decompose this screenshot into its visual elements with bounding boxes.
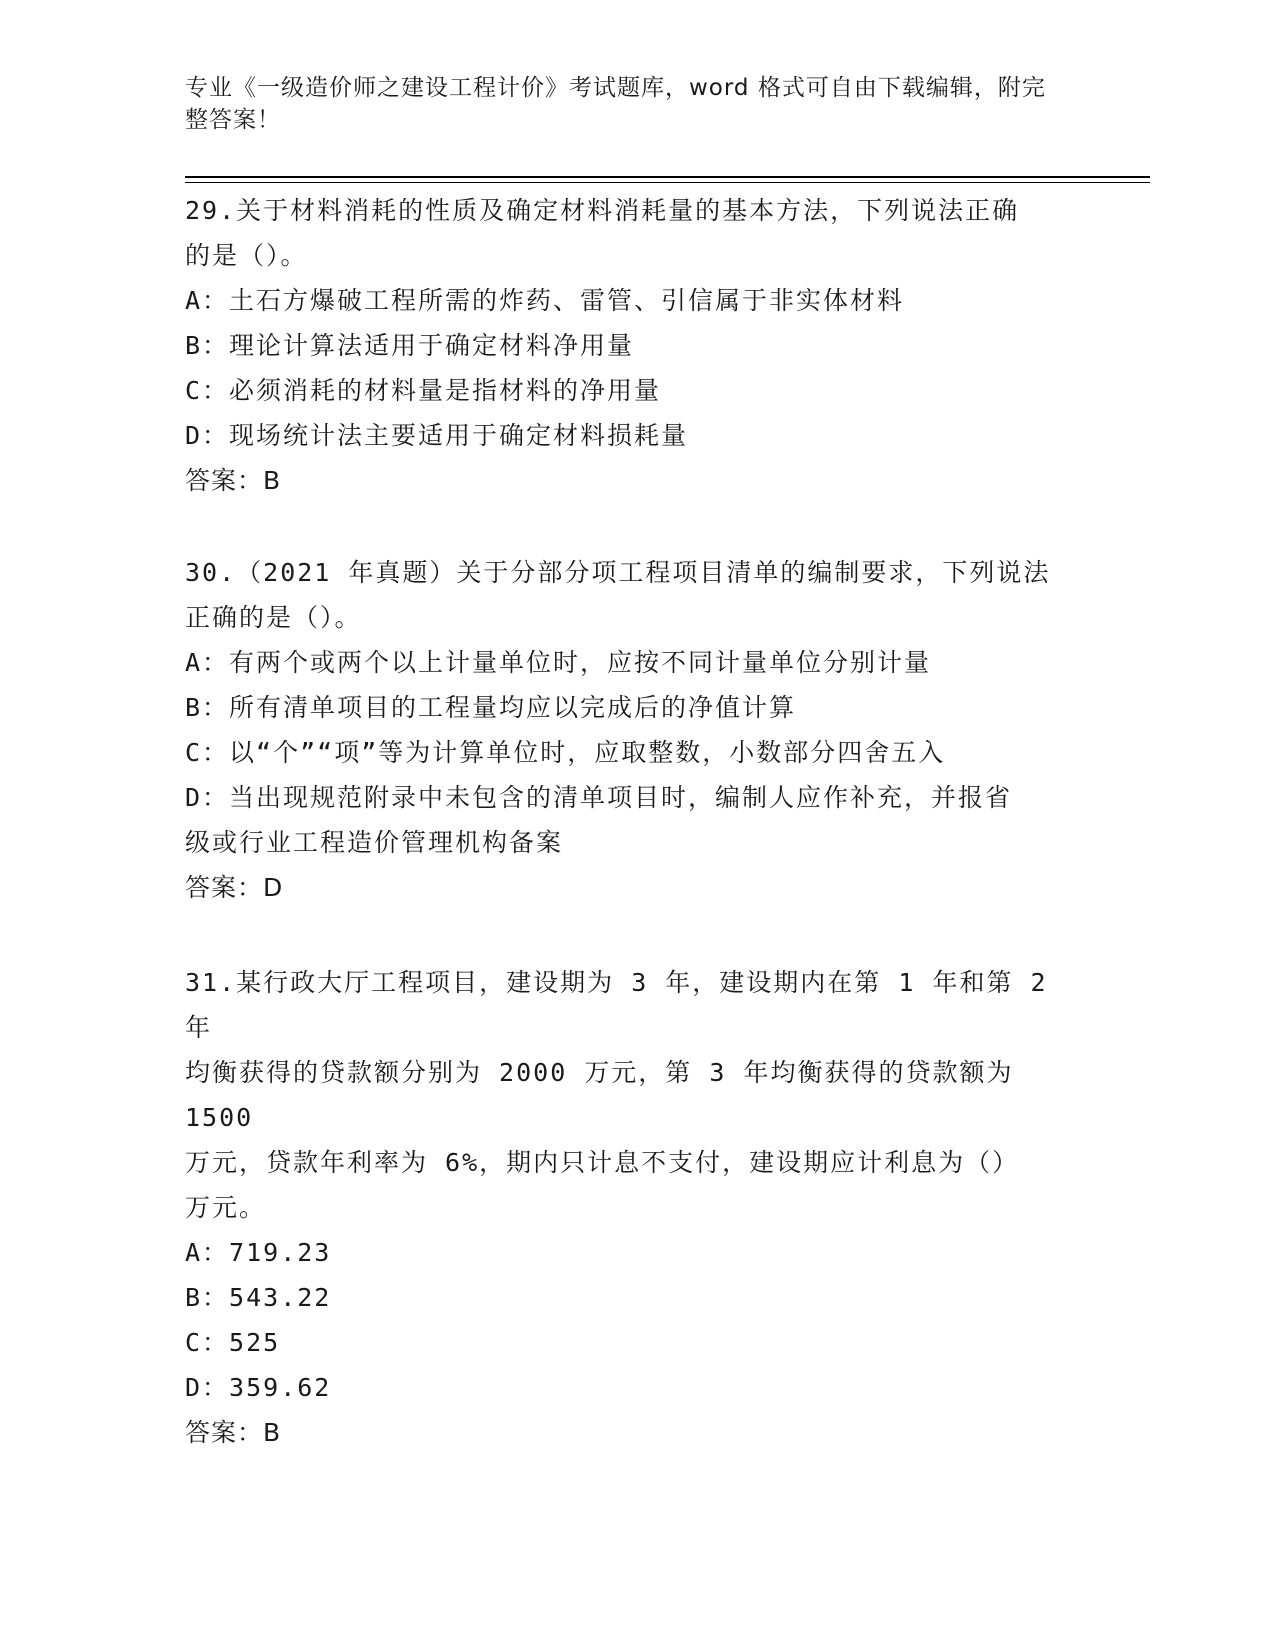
question-stem-line: 均衡获得的贷款额分别为 2000 万元，第 3 年均衡获得的贷款额为 1500 <box>185 1058 1014 1132</box>
question-stem-line: 万元。 <box>185 1193 267 1222</box>
header-line-1: 专业《一级造价师之建设工程计价》考试题库，word 格式可自由下载编辑，附完 <box>185 75 1046 101</box>
option-c: C：以“个”“项”等为计算单位时，应取整数，小数部分四舍五入 <box>185 738 946 767</box>
option-c: C：必须消耗的材料量是指材料的净用量 <box>185 376 662 405</box>
answer-label: 答案：D <box>185 873 284 902</box>
answer-label: 答案：B <box>185 466 282 495</box>
question-stem-line: 的是（）。 <box>185 241 308 270</box>
question-29 <box>185 188 1085 503</box>
option-b: B：543.22 <box>185 1283 332 1312</box>
question-30 <box>185 550 1085 910</box>
option-a: A：土石方爆破工程所需的炸药、雷管、引信属于非实体材料 <box>185 286 905 315</box>
header-divider-thick <box>185 176 1150 178</box>
question-31 <box>185 960 1085 1455</box>
question-stem-line: 正确的是（）。 <box>185 603 362 632</box>
answer-label: 答案：B <box>185 1418 282 1447</box>
question-stem-line: 31.某行政大厅工程项目，建设期为 3 年，建设期内在第 1 年和第 2 年 <box>185 968 1048 1042</box>
question-stem-line: 29.关于材料消耗的性质及确定材料消耗量的基本方法，下列说法正确 <box>185 196 1020 225</box>
question-stem-line: 万元，贷款年利率为 6%，期内只计息不支付，建设期应计利息为（） <box>185 1148 1020 1177</box>
option-d: D：现场统计法主要适用于确定材料损耗量 <box>185 421 689 450</box>
question-stem-line: 30.（2021 年真题）关于分部分项工程项目清单的编制要求，下列说法 <box>185 558 1051 587</box>
option-b: B：所有清单项目的工程量均应以完成后的净值计算 <box>185 693 797 722</box>
option-d-continued: 级或行业工程造价管理机构备案 <box>185 828 564 857</box>
option-b: B：理论计算法适用于确定材料净用量 <box>185 331 635 360</box>
header-divider-thin <box>185 182 1150 183</box>
document-header <box>185 72 1065 136</box>
header-line-2: 整答案！ <box>185 107 281 133</box>
option-c: C：525 <box>185 1328 281 1357</box>
option-a: A：719.23 <box>185 1238 332 1267</box>
option-d: D：359.62 <box>185 1373 332 1402</box>
option-d: D：当出现规范附录中未包含的清单项目时，编制人应作补充，并报省 <box>185 783 1013 812</box>
option-a: A：有两个或两个以上计量单位时，应按不同计量单位分别计量 <box>185 648 932 677</box>
